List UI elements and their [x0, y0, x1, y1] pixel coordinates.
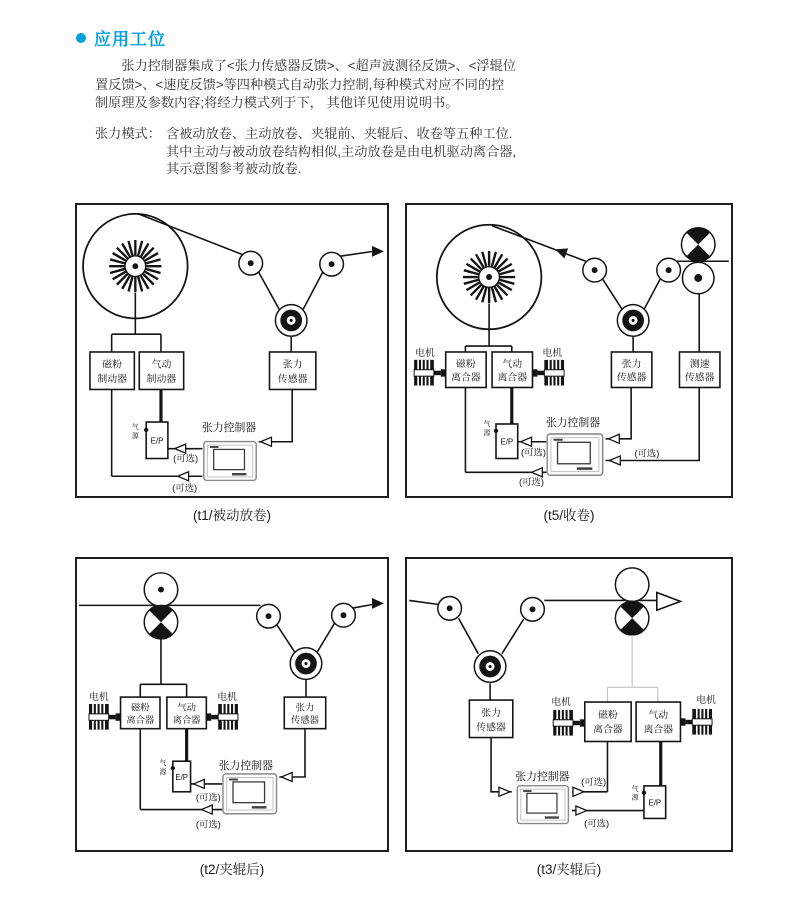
- tension-sensor-label: 传感器: [616, 372, 647, 384]
- optional-label: (可选): [521, 447, 546, 458]
- arrow-left-icon: [608, 434, 619, 443]
- arrow-left-icon: [194, 779, 205, 788]
- magnetic-powder-brake-label: 制动器: [97, 374, 127, 386]
- air-source-label: 气: [159, 760, 167, 768]
- tension-controller-device: [547, 434, 603, 475]
- air-inlet-dot-icon: [494, 429, 498, 433]
- arrow-left-icon: [609, 456, 620, 465]
- tension-sensor-box: [269, 352, 315, 389]
- magnetic-powder-clutch-box: [446, 352, 486, 388]
- arrow-left-icon: [281, 772, 292, 781]
- intro-line: 张力控制器集成了<张力传感器反馈>、<超声波测径反馈>、<浮辊位: [121, 58, 516, 73]
- diagram-t3-caption: (t3/夹辊后): [536, 862, 602, 877]
- magnetic-powder-clutch-label: 磁粉: [130, 702, 150, 713]
- air-source-label: 源: [131, 432, 139, 440]
- tension-controller-device: [204, 442, 256, 481]
- diagram-t5-frame: [405, 203, 733, 498]
- air-source-label: 气: [131, 423, 139, 431]
- tension-sensor-label: 张力: [295, 702, 315, 713]
- diagram-t1: [77, 205, 387, 496]
- tension-roller-icon: [617, 305, 649, 337]
- drive-nip-roller-icon: [615, 568, 649, 635]
- air-source-label: 源: [159, 769, 167, 777]
- pneumatic-clutch-box: [636, 702, 680, 741]
- motor-label: 电机: [88, 692, 109, 704]
- optional-label: (可选): [195, 792, 221, 803]
- diagram-t3: [407, 559, 731, 850]
- guide-roller-icon: [521, 597, 545, 621]
- tension-sensor-box: [469, 700, 512, 737]
- ep-converter-label: E/P: [150, 436, 164, 446]
- diagram-t1-caption: (t1/被动放卷): [192, 508, 271, 523]
- web-direction-arrow-icon: [553, 244, 568, 258]
- pneumatic-brake-box: [139, 352, 183, 389]
- magnetic-powder-clutch-box: [585, 702, 631, 741]
- motor-icon: [551, 695, 585, 736]
- magnetic-powder-clutch-label: 磁粉: [598, 709, 618, 721]
- optional-label: (可选): [634, 448, 660, 459]
- guide-roller-icon: [320, 252, 344, 276]
- arrow-left-icon: [521, 437, 532, 446]
- speed-sensor-label: 测速: [689, 358, 710, 370]
- pneumatic-clutch-box: [492, 352, 532, 388]
- magnetic-powder-brake-label: 磁粉: [102, 359, 123, 371]
- guide-roller-icon: [239, 251, 263, 275]
- intro-paragraph: [95, 57, 516, 113]
- arrow-right-icon: [573, 787, 584, 796]
- mode-note-line: 其示意图参考被动放卷.: [165, 161, 302, 177]
- intro-line: 制原理及参数内容;将经力模式列于下， 其他详见使用说明书。: [95, 95, 459, 111]
- air-inlet-dot-icon: [144, 428, 148, 432]
- motor-icon: [89, 690, 121, 730]
- ep-converter-label: E/P: [648, 798, 662, 808]
- web-direction-arrow-icon: [372, 246, 384, 257]
- guide-roller-icon: [583, 258, 607, 282]
- motor-icon: [206, 690, 238, 730]
- pneumatic-clutch-label: 气动: [648, 709, 669, 721]
- pneumatic-clutch-label: 离合器: [172, 715, 201, 726]
- speed-sensor-label: 传感器: [684, 372, 715, 384]
- arrow-right-icon: [499, 787, 510, 796]
- tension-sensor-box: [611, 352, 651, 388]
- optional-label: (可选): [173, 453, 199, 464]
- arrow-left-icon: [532, 468, 543, 477]
- controller-label: 张力控制器: [545, 416, 601, 429]
- guide-roller-icon: [332, 603, 356, 627]
- air-source-label: 气: [483, 420, 491, 428]
- tension-sensor-label: 张力: [282, 359, 303, 371]
- motor-icon: [680, 693, 716, 735]
- speed-sensor-box: [679, 352, 719, 388]
- web-path: [79, 604, 373, 652]
- tension-controller-device: [223, 774, 277, 814]
- blue-dot-icon: [76, 33, 86, 43]
- tension-sensor-label: 张力: [621, 358, 642, 370]
- diagram-t2: [77, 559, 387, 850]
- pneumatic-clutch-label: 离合器: [643, 724, 674, 736]
- pneumatic-clutch-label: 离合器: [497, 372, 528, 384]
- air-source-label: 源: [483, 429, 491, 437]
- motor-label: 电机: [217, 692, 237, 704]
- tension-sensor-label: 传感器: [277, 374, 308, 386]
- tension-sensor-label: 传感器: [476, 722, 506, 734]
- tension-controller-device: [517, 786, 568, 824]
- magnetic-powder-clutch-label: 磁粉: [456, 358, 476, 370]
- diagram-t5: [407, 205, 731, 496]
- tension-sensor-label: 传感器: [290, 715, 320, 726]
- ep-converter-box: [160, 758, 191, 792]
- tension-roller-icon: [474, 651, 506, 683]
- magnetic-powder-clutch-label: 离合器: [126, 715, 155, 726]
- pneumatic-brake-label: 制动器: [146, 374, 177, 386]
- motor-label: 电机: [415, 347, 435, 359]
- web-direction-arrow-icon: [657, 593, 681, 611]
- arrow-left-icon: [201, 805, 212, 814]
- diagram-t5-caption: (t5/收卷): [543, 508, 595, 523]
- nip-linkage-faint-lines: [607, 635, 657, 702]
- pneumatic-clutch-box: [167, 697, 206, 729]
- tension-sensor-box: [284, 697, 325, 729]
- optional-label: (可选): [584, 818, 610, 829]
- tension-roller-icon: [275, 305, 307, 337]
- section-title: 应用工位: [94, 30, 166, 49]
- optional-label: (可选): [172, 483, 198, 494]
- motor-label: 电机: [551, 696, 571, 708]
- motor-label: 电机: [542, 347, 563, 359]
- mode-note-label: 张力模式：: [95, 126, 161, 141]
- mode-note-line: 含被动放卷、主动放卷、夹辊前、夹辊后、收卷等五种工位.: [165, 126, 513, 141]
- air-inlet-dot-icon: [171, 766, 175, 770]
- ep-converter-label: E/P: [175, 772, 189, 782]
- mode-note-line: 其中主动与被动放卷结构相似,主动放卷是由电机驱动离合器,: [165, 143, 517, 159]
- controller-label: 张力控制器: [515, 770, 570, 783]
- air-source-label: 源: [631, 794, 639, 802]
- guide-roller-icon: [257, 604, 281, 628]
- ep-converter-box: [132, 422, 168, 459]
- magnetic-powder-brake-box: [90, 352, 134, 389]
- diagram-t1-frame: [75, 203, 389, 498]
- mode-note: [95, 125, 516, 178]
- diagram-t2-caption: (t2/夹辊后): [199, 862, 265, 877]
- magnetic-powder-clutch-box: [121, 697, 160, 729]
- ep-converter-label: E/P: [500, 437, 514, 447]
- controller-label: 张力控制器: [201, 421, 257, 434]
- diagram-t2-frame: [75, 557, 389, 852]
- arrow-left-icon: [261, 437, 272, 446]
- arrow-left-icon: [178, 472, 189, 481]
- optional-label: (可选): [519, 477, 544, 488]
- nip-linkage-lines: [140, 639, 306, 697]
- optional-label: (可选): [195, 819, 221, 830]
- pneumatic-clutch-label: 气动: [177, 702, 196, 713]
- intro-line: 置反馈>、<速度反馈>等四种模式自动张力控制,每种模式对应不同的控: [95, 76, 505, 92]
- section-header: [76, 25, 166, 50]
- tension-roller-icon: [290, 648, 322, 680]
- web-direction-arrow-icon: [372, 598, 384, 609]
- pneumatic-brake-label: 气动: [151, 359, 172, 371]
- diagram-t3-frame: [405, 557, 733, 852]
- motor-icon: [533, 346, 565, 386]
- motor-icon: [414, 346, 446, 386]
- controller-label: 张力控制器: [218, 760, 273, 773]
- guide-roller-icon: [438, 596, 462, 620]
- tension-sensor-label: 张力: [481, 707, 501, 719]
- guide-roller-icon: [657, 258, 681, 282]
- optional-label: (可选): [581, 776, 607, 787]
- ep-converter-box: [484, 419, 518, 459]
- magnetic-powder-clutch-label: 离合器: [451, 372, 481, 384]
- air-inlet-dot-icon: [642, 791, 646, 795]
- pneumatic-clutch-label: 气动: [502, 358, 523, 370]
- magnetic-powder-clutch-label: 离合器: [593, 724, 623, 736]
- air-source-label: 气: [631, 785, 639, 793]
- mode-note-body: [166, 125, 516, 178]
- arrow-right-icon: [576, 806, 587, 815]
- ep-converter-box: [632, 784, 666, 819]
- arrow-left-icon: [175, 444, 186, 453]
- motor-label: 电机: [696, 695, 716, 707]
